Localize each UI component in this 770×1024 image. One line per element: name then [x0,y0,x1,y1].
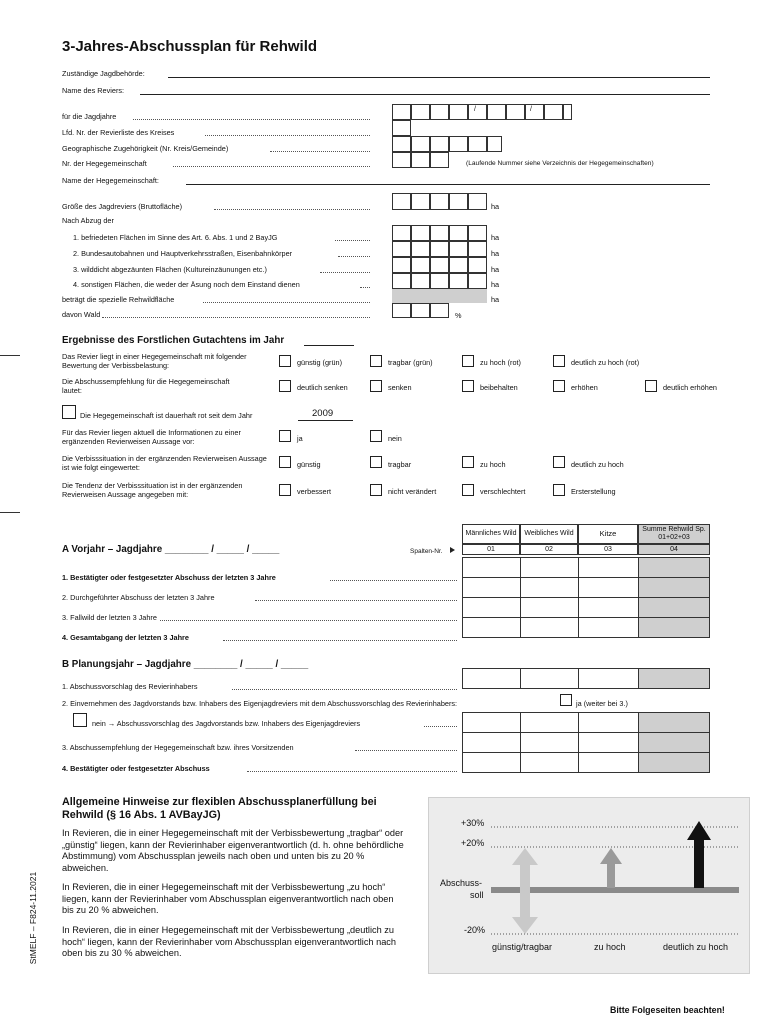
q2-label: Die Abschussempfehlung für die Hegegemeinschaft lautet: [62,377,230,395]
table-cell[interactable] [578,577,639,598]
a-row-label: 2. Durchgeführter Abschuss der letzten 3 Jahre [62,593,215,602]
unit-ha: ha [491,265,500,274]
b-row1-label: 1. Abschussvorschlag des Revierinhabers [62,682,198,691]
leader-dots [173,166,370,167]
area-cell[interactable] [449,225,468,241]
leader-dots [160,620,457,621]
area-item: 3. wilddicht abgezäunten Flächen (Kultureinzäunungen etc.) [73,265,267,274]
q4-opt: tragbar [388,460,412,469]
geo-cell[interactable] [430,136,449,152]
table-cell[interactable] [520,597,579,618]
table-cell[interactable] [462,557,521,578]
forest-cell[interactable] [430,303,449,318]
year-cell[interactable] [392,104,411,120]
a-row-label: 3. Fallwild der letzten 3 Jahre [62,613,157,622]
years-label: für die Jagdjahre [62,112,117,121]
q4-opt: günstig [297,460,321,469]
q4-label: Die Verbisssituation in der ergänzenden Revierweisen Aussage ist wie folgt eingewertet: [62,454,267,472]
table-cell[interactable] [578,712,639,733]
area-cell[interactable] [468,257,487,273]
leader-dots [255,600,457,601]
area-cell[interactable] [411,225,430,241]
col-number: 01 [462,544,520,555]
hg-nr-label: Nr. der Hegegemeinschaft [62,159,147,168]
area-cell[interactable] [392,257,411,273]
b-row3-label: 3. Abschussempfehlung der Hegegemeinschaft bzw. ihres Vorsitzenden [62,743,294,752]
hg-note: (Laufende Nummer siehe Verzeichnis der Hegegemeinschaften) [466,160,654,167]
q1-label: Das Revier liegt in einer Hegegemeinschaft mit folgender Bewertung der Verbissbelastung: [62,352,247,370]
lfd-label: Lfd. Nr. der Revierliste des Kreises [62,128,175,137]
table-cell-sum [638,557,710,578]
q2-opt: beibehalten [480,383,518,392]
q5-opt: verbessert [297,487,332,496]
checkbox-q3-ja[interactable] [279,430,291,442]
q2-opt: erhöhen [571,383,598,392]
table-cell-sum [638,577,710,598]
hinweise-para: In Revieren, die in einer Hegegemeinschaft mit der Verbissbewertung „tragbar“ oder „günstig“ liegen, kann der Revierinhaber eigenverantwortlich (d. h. ohne behördliche Abstimmung) vom Abschussplan jeweils nach oben und unten bis zu 20 % abweichen. [62,828,404,873]
checkbox-red-since[interactable] [62,405,76,419]
margin-mark [0,355,20,356]
district-field[interactable] [140,94,710,95]
table-cell[interactable] [462,732,521,753]
forst-year-field[interactable] [304,345,354,346]
year-slash: / [474,106,476,113]
table-cell[interactable] [578,597,639,618]
leader-dots [205,135,370,136]
q2-opt: senken [388,383,412,392]
table-cell[interactable] [462,577,521,598]
geo-cell[interactable] [449,136,468,152]
arrow-right-icon [450,547,455,553]
q4-opt: zu hoch [480,460,506,469]
q1-opt: zu hoch (rot) [480,358,521,367]
leader-dots [214,209,370,210]
leader-dots [335,240,370,241]
hg-name-field[interactable] [186,184,710,185]
table-cell-sum [638,752,710,773]
table-cell-sum [638,712,710,733]
leader-dots [330,580,457,581]
a-row-label: 1. Bestätigter oder festgesetzter Abschuss der letzten 3 Jahre [62,573,276,582]
checkbox-q2-erhoehen[interactable] [553,380,565,392]
authority-label: Zuständige Jagdbehörde: [62,69,145,78]
col-number-label: Spalten-Nr. [410,548,443,555]
table-cell[interactable] [578,557,639,578]
minus-label: Nach Abzug der [62,216,114,225]
table-cell[interactable] [462,712,521,733]
area-cell[interactable] [449,193,468,210]
table-cell[interactable] [462,597,521,618]
checkbox-q1-tragbar[interactable] [370,355,382,367]
district-label: Name des Reviers: [62,86,125,95]
b-nein-label: nein → Abschussvorschlag des Jagdvorstands bzw. Inhabers des Eigenjagdreviers [92,719,361,728]
label-soll-1: Abschuss- [440,878,483,888]
q3-opt: nein [388,434,402,443]
geo-cell[interactable] [392,136,411,152]
area-cell[interactable] [392,273,411,289]
checkbox-q4-zuhoch[interactable] [462,456,474,468]
table-cell-sum [638,668,710,689]
year-cell[interactable] [544,104,563,120]
year-cell[interactable] [411,104,430,120]
q3-label: Für das Revier liegen aktuell die Informationen zu einer ergänzenden Revierweisen Aussage vor: [62,428,241,446]
red-since-field[interactable] [298,420,353,421]
checkbox-q2-senken[interactable] [370,380,382,392]
table-cell-sum [638,597,710,618]
table-cell[interactable] [520,752,579,773]
hg-nr-cell[interactable] [392,152,411,168]
q2-opt: deutlich erhöhen [663,383,717,392]
category-label: günstig/tragbar [492,942,553,952]
year-cell[interactable] [449,104,468,120]
hinweise-para: In Revieren, die in einer Hegegemeinschaft mit der Verbissbewertung „zu hoch“ liegen, kann der Revierinhaber vom Abschussplan eigenverantwortlich nach oben bis zu 20 % abweichen. [62,882,394,915]
year-cell[interactable] [506,104,525,120]
area-cell[interactable] [468,241,487,257]
checkbox-b-ja[interactable] [560,694,572,706]
q5-opt: Ersterstellung [571,487,616,496]
area-cell[interactable] [411,193,430,210]
label-minus20: -20% [464,925,486,935]
leader-dots [133,119,370,120]
col-header-kitze: Kitze [578,524,638,544]
leader-dots [355,750,457,751]
table-cell[interactable] [578,668,639,689]
checkbox-q2-beibehalten[interactable] [462,380,474,392]
checkbox-q1-guenstig[interactable] [279,355,291,367]
table-cell[interactable] [578,752,639,773]
authority-field[interactable] [168,77,710,78]
forst-heading: Ergebnisse des Forstlichen Gutachtens im Jahr [62,335,285,346]
year-cell[interactable] [563,104,572,120]
area-cell[interactable] [449,273,468,289]
leader-dots [102,317,370,318]
table-cell[interactable] [462,752,521,773]
geo-label: Geographische Zugehörigkeit (Nr. Kreis/Gemeinde) [62,144,229,153]
leader-dots [232,689,457,690]
col-header-maennlich: Männliches Wild [462,524,520,544]
footer-note: Bitte Folgeseiten beachten! [610,1005,725,1015]
table-cell[interactable] [520,732,579,753]
area-cell[interactable] [430,225,449,241]
area-cell[interactable] [411,257,430,273]
special-label: beträgt die spezielle Rehwildfläche [62,295,175,304]
area-cell[interactable] [430,193,449,210]
area-cell[interactable] [468,225,487,241]
size-label: Größe des Jagdreviers (Bruttofläche) [62,202,183,211]
area-cell[interactable] [468,193,487,210]
checkbox-b-nein[interactable] [73,713,87,727]
geo-cell[interactable] [411,136,430,152]
leader-dots [223,640,457,641]
geo-cell[interactable] [468,136,487,152]
forest-label: davon Wald [62,310,101,319]
unit-ha: ha [491,202,500,211]
q1-opt: deutlich zu hoch (rot) [571,358,640,367]
unit-ha: ha [491,280,500,289]
q4-opt: deutlich zu hoch [571,460,624,469]
table-cell-sum [638,732,710,753]
leader-dots [320,272,370,273]
flex-diagram [428,797,750,974]
leader-dots [424,726,457,727]
leader-dots [360,287,370,288]
hg-nr-cell[interactable] [411,152,430,168]
arrow-deutlich-zu-hoch [687,821,711,888]
checkbox-q5-verbessert[interactable] [279,484,291,496]
section-a-heading: A Vorjahr – Jagdjahre ________ / _____ / _____ [62,544,280,555]
label-plus30: +30% [461,818,485,828]
checkbox-q1-deutlich[interactable] [553,355,565,367]
year-cell[interactable] [525,104,544,120]
area-item: 2. Bundesautobahnen und Hauptverkehrsstraßen, Eisenbahnkörper [73,249,293,258]
area-cell[interactable] [411,241,430,257]
table-cell[interactable] [462,617,521,638]
checkbox-q5-ersterstellung[interactable] [553,484,565,496]
year-slash: / [530,106,532,113]
table-cell-sum [638,617,710,638]
hg-nr-cell[interactable] [430,152,449,168]
form-code: StMELF – F824-11.2021 [28,871,38,965]
checkbox-q3-nein[interactable] [370,430,382,442]
leader-dots [203,302,370,303]
q1-opt: tragbar (grün) [388,358,433,367]
lfd-cell[interactable] [392,120,411,136]
category-label: deutlich zu hoch [663,942,729,952]
b-ja-label: ja (weiter bei 3.) [576,699,628,708]
area-cell[interactable] [430,241,449,257]
b-row4-label: 4. Bestätigter oder festgesetzter Abschuss [62,764,210,773]
b-row2-label: 2. Einvernehmen des Jagdvorstands bzw. Inhabers des Eigenjagdreviers mit dem Abschussvorschlag des Revierinhabers: [62,699,458,708]
col-header-summe: Summe Rehwild Sp. 01+02+03 [638,524,710,544]
table-cell[interactable] [520,668,579,689]
area-item: 4. sonstigen Flächen, die weder der Äsung noch dem Einstand dienen [73,280,300,289]
area-cell[interactable] [392,225,411,241]
area-cell[interactable] [430,273,449,289]
q3-opt: ja [297,434,303,443]
hg-name-label: Name der Hegegemeinschaft: [62,176,159,185]
q5-opt: verschlechtert [480,487,526,496]
forest-cell[interactable] [392,303,411,318]
checkbox-q5-verschlechtert[interactable] [462,484,474,496]
hinweise-heading: Allgemeine Hinweise zur flexiblen Abschussplanerfüllung bei Rehwild (§ 16 Abs. 1 AVBayJG) [62,796,377,821]
checkbox-q4-deutlich[interactable] [553,456,565,468]
checkbox-q4-guenstig[interactable] [279,456,291,468]
arrow-zu-hoch [600,848,622,888]
area-cell[interactable] [430,257,449,273]
category-label: zu hoch [594,942,626,952]
year-cell[interactable] [468,104,487,120]
label-soll-2: soll [470,890,484,900]
checkbox-q4-tragbar[interactable] [370,456,382,468]
unit-ha: ha [491,295,500,304]
a-row-label: 4. Gesamtabgang der letzten 3 Jahre [62,633,189,642]
hinweise-para: In Revieren, die in einer Hegegemeinschaft mit der Verbissbewertung „deutlich zu hoch“ liegen, kann der Revierinhaber vom Abschussplan eigenverantwortlich nach oben bis zu 30 % abweichen. [62,925,397,958]
page-title: 3-Jahres-Abschussplan für Rehwild [62,38,318,55]
q1-opt: günstig (grün) [297,358,343,367]
area-cell[interactable] [468,273,487,289]
margin-mark [0,512,20,513]
table-cell[interactable] [520,557,579,578]
table-cell[interactable] [520,617,579,638]
red-since-label: Die Hegegemeinschaft ist dauerhaft rot seit dem Jahr [80,411,253,420]
year-cell[interactable] [487,104,506,120]
table-cell[interactable] [578,732,639,753]
table-cell[interactable] [520,712,579,733]
col-header-weiblich: Weibliches Wild [520,524,578,544]
label-plus20: +20% [461,838,485,848]
area-cell[interactable] [392,241,411,257]
col-number: 02 [520,544,578,555]
unit-pct: % [455,311,462,320]
area-item: 1. befriedeten Flächen im Sinne des Art. 6. Abs. 1 und 2 BayJG [73,233,278,242]
checkbox-q2-deutlich-erhoehen[interactable] [645,380,657,392]
table-cell[interactable] [462,668,521,689]
q5-label: Die Tendenz der Verbisssituation ist in der ergänzenden Revierweisen Aussage angegeben mit: [62,481,243,499]
area-cell[interactable] [449,241,468,257]
leader-dots [270,151,370,152]
geo-cell[interactable] [487,136,502,152]
year-cell[interactable] [430,104,449,120]
table-cell[interactable] [520,577,579,598]
table-cell[interactable] [578,617,639,638]
col-number: 04 [638,544,710,555]
forest-cell[interactable] [411,303,430,318]
checkbox-q1-zuhoch[interactable] [462,355,474,367]
section-b-heading: B Planungsjahr – Jagdjahre ________ / _____ / _____ [62,659,309,670]
leader-dots [247,771,457,772]
leader-dots [338,256,370,257]
area-cell[interactable] [449,257,468,273]
checkbox-q2-deutlich-senken[interactable] [279,380,291,392]
checkbox-q5-nicht-veraendert[interactable] [370,484,382,496]
q2-opt: deutlich senken [297,383,348,392]
area-cell[interactable] [411,273,430,289]
q5-opt: nicht verändert [388,487,437,496]
special-area-gray-bar [392,289,487,303]
col-number: 03 [578,544,638,555]
red-since-year: 2009 [312,408,334,419]
unit-ha: ha [491,249,500,258]
unit-ha: ha [491,233,500,242]
area-cell[interactable] [392,193,411,210]
